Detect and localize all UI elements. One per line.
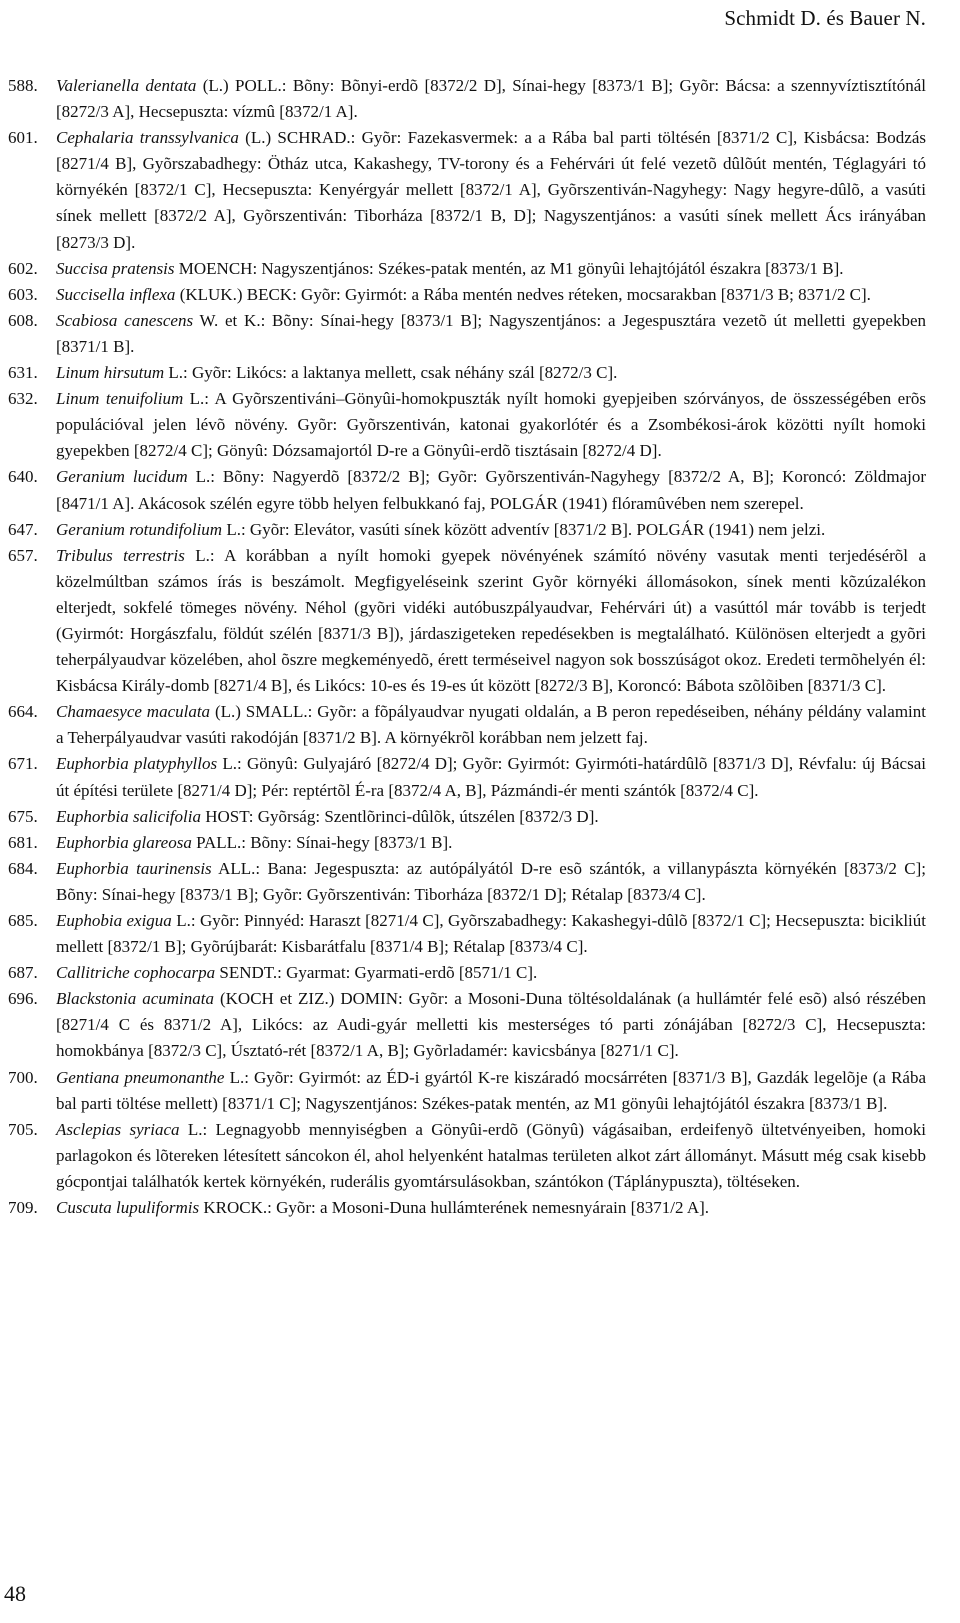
species-entry <box>8 1065 926 1117</box>
species-name: Blackstonia acuminata <box>56 989 215 1009</box>
species-name: Chamaesyce maculata <box>56 702 211 722</box>
species-entry <box>8 986 926 1064</box>
entry-number: 647. <box>8 519 38 539</box>
species-entry <box>8 256 926 282</box>
species-name: Euphorbia glareosa <box>56 832 192 852</box>
species-entry <box>8 308 926 360</box>
entry-number: 709. <box>8 1198 38 1218</box>
species-name: Gentiana pneumonanthe <box>56 1067 225 1087</box>
entry-number: 631. <box>8 363 38 383</box>
entry-text: (KOCH et ZIZ.) DOMIN: Gyõr: a Mosoni-Duna töltésoldalának (a hullámtér felé esõ) alsó részében [8271/4 C és 8371/2 A], Likócs: az Audi-gyár melletti kis mesterséges tó parti zónájában [8272/3 C], Hecsepuszta: homokbánya [8372/3 C], Úsztató-rét [8372/1 A, B]; Gyõrladamér: kavicsbánya [8271/1 C]. <box>56 989 926 1061</box>
entry-number: 684. <box>8 858 38 878</box>
entry-text: MOENCH: Nagyszentjános: Székes-patak mentén, az M1 gönyûi lehajtójától északra [8373/1 B]. <box>174 258 844 278</box>
entry-number: 657. <box>8 545 38 565</box>
species-name: Scabiosa canescens <box>56 310 194 330</box>
entry-number: 601. <box>8 128 38 148</box>
species-entry <box>8 1117 926 1195</box>
entry-number: 608. <box>8 310 38 330</box>
page-number: 48 <box>4 1581 26 1606</box>
species-name: Euphorbia taurinensis <box>56 858 212 878</box>
entry-number: 705. <box>8 1119 38 1139</box>
entry-text: L.: A korábban a nyílt homoki gyepek növényének számító növény vasutak menti terjedésérõl a közelmúltban számos írás is beszámolt. Megfigyeléseink szerint Gyõr környéki állomásokon, sínek menti kõzúzalékon elterjedt, sokfelé tömeges növény. Néhol (gyõri vidéki autóbuszpályaudvar, Fehérvári út) a vasúttól már tovább is terjedt (Gyirmót: Horgászfalu, földút szélén [8371/3 B]), járdaszigeteken repedésekben is megtalálható. Különösen elterjedt a gyõri teherpályaudvar közelében, ahol õszre megkeményedõ, érett terméseivel nagyon sok bosszúságot okoz. Eredeti termõhelyén él: Kisbácsa Király-domb [8271/4 B], és Likócs: 10-es és 19-es út között [8272/3 B], Koroncó: Bábota szõlõiben [8371/3 C]. <box>56 545 926 696</box>
species-name: Succisella inflexa <box>56 284 176 304</box>
entry-number: 603. <box>8 284 38 304</box>
entry-text: (L.) POLL.: Bõny: Bõnyi-erdõ [8372/2 D], Sínai-hegy [8373/1 B]; Gyõr: Bácsa: a szennyvíztisztítónál [8272/3 A], Hecsepuszta: vízmû [8372/1 A]. <box>56 76 926 122</box>
entry-text: L.: Legnagyobb mennyiségben a Gönyûi-erdõ (Gönyû) vágásaiban, erdeifenyõ ültetvényeiben, homoki parlagokon és lõtereken létesített sáncokon él, ahol helyenként hatalmas területen alkot zárt állományt. Másutt még csak kisebb gócpontjai találhatók kertek környékén, ruderális gyomtársulásokban, szántókon (Táplánypuszta), töltéseken. <box>56 1119 927 1191</box>
species-entry <box>8 751 926 803</box>
species-entry <box>8 543 926 700</box>
entry-text: L.: Gyõr: Elevátor, vasúti sínek között adventív [8371/2 B]. POLGÁR (1941) nem jelzi. <box>222 519 826 539</box>
entry-number: 696. <box>8 989 38 1009</box>
entry-number: 687. <box>8 963 38 983</box>
entry-number: 632. <box>8 389 38 409</box>
entry-number: 681. <box>8 832 38 852</box>
entry-text: L.: Gyõr: Likócs: a laktanya mellett, csak néhány szál [8272/3 C]. <box>164 363 618 383</box>
species-name: Linum hirsutum <box>56 363 165 383</box>
entry-text: L.: A Gyõrszentiváni–Gönyûi-homokpuszták nyílt homoki gyepjeiben szórványos, de összességében erõs populációval jelen lévõ növény. Gyõr: Gyõrszentiván, katonai gyakorlótér és a Zsombékosi-árok közötti nyílt homoki gyepekben [8272/4 C]; Gönyû: Dózsamajortól D-re a Gönyûi-erdõ tisztásain [8272/4 D]. <box>56 389 926 461</box>
species-name: Cuscuta lupuliformis <box>56 1198 200 1218</box>
entry-text: SENDT.: Gyarmat: Gyarmati-erdõ [8571/1 C]. <box>215 963 538 983</box>
species-entry <box>8 804 926 830</box>
species-name: Linum tenuifolium <box>56 389 184 409</box>
species-name: Valerianella dentata <box>56 76 197 95</box>
species-entry <box>8 360 926 386</box>
species-name: Geranium lucidum <box>56 467 188 487</box>
entry-text: (L.) SCHRAD.: Gyõr: Fazekasvermek: a a Rába bal parti töltésén [8371/2 C], Kisbácsa: Bodzás [8271/4 B], Gyõrszabadhegy: Ötház utca, Kakashegy, TV-torony és a Fehérvári út felé vezetõ dûlõút mentén, Téglagyári tó környékén [8372/1 C], Hecsepuszta: Kenyérgyár mellett [8372/1 A], Gyõrszentiván-Nagyhegy: Nagy hegyre-dûlõ, a vasúti sínek mellett [8372/2 A], Gyõrszentiván: Tiborháza [8372/1 B, D]; Nagyszentjános: a vasúti sínek mellett Ács irányában [8273/3 D]. <box>56 128 926 252</box>
species-entry <box>8 1195 926 1221</box>
species-entry <box>8 464 926 516</box>
entry-number: 671. <box>8 754 38 774</box>
entry-text: W. et K.: Bõny: Sínai-hegy [8373/1 B]; Nagyszentjános: a Jegespusztára vezetõ út melletti gyepekben [8371/1 B]. <box>56 310 926 356</box>
entry-number: 664. <box>8 702 38 722</box>
species-list <box>8 73 926 1221</box>
entry-text: (KLUK.) BECK: Gyõr: Gyirmót: a Rába mentén nedves réteken, mocsarakban [8371/3 B; 8371/2 C]. <box>175 284 871 304</box>
entry-number: 700. <box>8 1067 38 1087</box>
species-name: Euphorbia platyphyllos <box>56 754 218 774</box>
entry-text: HOST: Gyõrság: Szentlõrinci-dûlõk, útszélen [8372/3 D]. <box>200 806 599 826</box>
species-entry <box>8 386 926 464</box>
running-header: Schmidt D. és Bauer N. <box>724 6 926 30</box>
entry-text: L.: Bõny: Nagyerdõ [8372/2 B]; Gyõr: Gyõrszentiván-Nagyhegy [8372/2 A, B]; Koroncó: Zöldmajor [8471/1 A]. Akácosok szélén egyre több helyen felbukkanó faj, POLGÁR (1941) flóramûvében nem szerepel. <box>56 467 926 513</box>
entry-text: KROCK.: Gyõr: a Mosoni-Duna hullámterének nemesnyárain [8371/2 A]. <box>199 1198 710 1218</box>
entry-number: 685. <box>8 911 38 930</box>
entry-number: 675. <box>8 806 38 826</box>
entry-text: ALL.: Bana: Jegespuszta: az autópályától D-re esõ szántók, a villanypászta környékén [8373/2 C]; Bõny: Sínai-hegy [8373/1 B]; Gyõr: Gyõrszentiván: Tiborháza [8372/1 D]; Rétalap [8373/4 C]. <box>56 858 926 904</box>
species-name: Succisa pratensis <box>56 258 175 278</box>
species-name: Callitriche cophocarpa <box>56 963 216 983</box>
entry-text: (L.) SMALL.: Gyõr: a fõpályaudvar nyugati oldalán, a B peron repedéseiben, néhány példány valamint a Teherpályaudvar vasúti rakodóján [8371/2 B]. A környékrõl korábban nem jelzett faj. <box>56 702 926 748</box>
species-entry <box>8 699 926 751</box>
species-entry <box>8 517 926 543</box>
entry-number: 640. <box>8 467 38 487</box>
species-entry <box>8 908 926 960</box>
species-entry <box>8 125 926 255</box>
entry-text: L.: Gyõr: Gyirmót: az ÉD-i gyártól K-re kiszáradó mocsárréten [8371/3 B], Gazdák legelõje (a Rába bal parti töltése mellett) [8371/1 C]; Nagyszentjános: Székes-patak mentén, az M1 gönyûi lehajtójától északra [8373/1 B]. <box>56 1067 926 1113</box>
entry-text: L.: Gönyû: Gulyajáró [8272/4 D]; Gyõr: Gyirmót: Gyirmóti-határdûlõ [8371/3 D], Révfalu: új Bácsai út építési területe [8271/4 D]; Pér: reptértõl É-ra [8372/4 A, B], Pázmándi-ér menti szántók [8372/4 C]. <box>56 754 926 800</box>
species-entry <box>8 282 926 308</box>
species-name: Euphobia exigua <box>56 911 172 930</box>
species-name: Euphorbia salicifolia <box>56 806 201 826</box>
species-name: Geranium rotundifolium <box>56 519 223 539</box>
entry-number: 602. <box>8 258 38 278</box>
species-entry <box>8 960 926 986</box>
species-name: Cephalaria transsylvanica <box>56 128 239 148</box>
species-name: Tribulus terrestris <box>56 545 185 565</box>
entry-text: L.: Gyõr: Pinnyéd: Haraszt [8271/4 C], Gyõrszabadhegy: Kakashegyi-dûlõ [8372/1 C]; Hecsepuszta: bicikliút mellett [8372/1 B]; Gyõrújbarát: Kisbarátfalu [8371/4 B]; Rétalap [8373/4 C]. <box>56 911 926 957</box>
species-name: Asclepias syriaca <box>56 1119 180 1139</box>
species-entry <box>8 73 926 125</box>
species-entry <box>8 856 926 908</box>
entry-text: PALL.: Bõny: Sínai-hegy [8373/1 B]. <box>191 832 453 852</box>
entry-number: 588. <box>8 76 38 95</box>
species-entry <box>8 830 926 856</box>
